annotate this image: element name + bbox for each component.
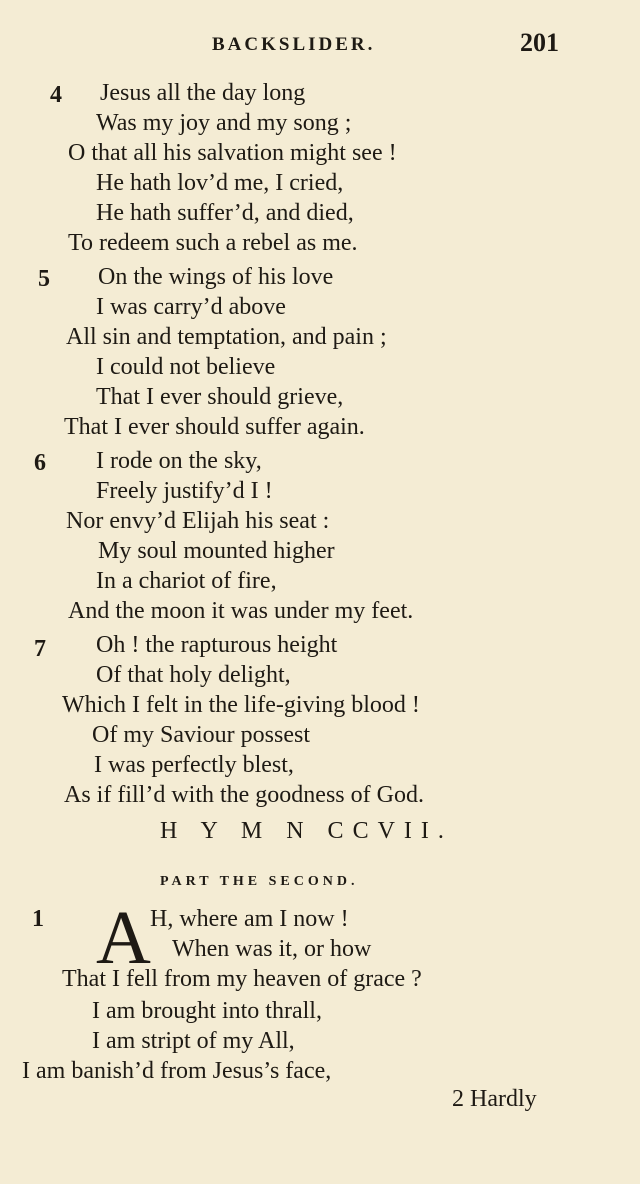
stanza-number: 7 xyxy=(34,636,46,662)
verse-line: In a chariot of fire, xyxy=(96,568,277,594)
verse-line: When was it, or how xyxy=(172,936,372,962)
page-number: 201 xyxy=(520,28,559,57)
verse-line: I was perfectly blest, xyxy=(94,752,294,778)
stanza-number: 1 xyxy=(32,906,44,932)
verse-line: Jesus all the day long xyxy=(100,80,306,106)
verse-line: I was carry’d above xyxy=(96,294,286,320)
verse-line: Oh ! the rapturous height xyxy=(96,632,338,658)
verse-line: He hath suffer’d, and died, xyxy=(96,200,354,226)
verse-line: That I fell from my heaven of grace ? xyxy=(62,966,422,992)
verse-line: And the moon it was under my feet. xyxy=(68,598,414,624)
verse-line: That I ever should grieve, xyxy=(96,384,344,410)
verse-line: He hath lov’d me, I cried, xyxy=(96,170,344,196)
verse-line: Was my joy and my song ; xyxy=(96,110,352,136)
verse-line: Nor envy’d Elijah his seat : xyxy=(66,508,330,534)
drop-cap: A xyxy=(96,896,151,980)
page-header xyxy=(0,28,640,64)
verse-line: I am brought into thrall, xyxy=(92,998,322,1024)
verse-line: I rode on the sky, xyxy=(96,448,262,474)
verse-line: Of that holy delight, xyxy=(96,662,291,688)
verse-line: To redeem such a rebel as me. xyxy=(68,230,358,256)
hymn-title: H Y M N CCVII. xyxy=(160,818,453,844)
verse-line: That I ever should suffer again. xyxy=(64,414,365,440)
verse-line: All sin and temptation, and pain ; xyxy=(66,324,387,350)
verse-line: Of my Saviour possest xyxy=(92,722,310,748)
catchword: 2 Hardly xyxy=(452,1086,537,1112)
verse-line: Which I felt in the life-giving blood ! xyxy=(62,692,420,718)
verse-line: O that all his salvation might see ! xyxy=(68,140,397,166)
stanza-number: 4 xyxy=(50,82,62,108)
running-head: BACKSLIDER. xyxy=(212,34,376,55)
stanza-number: 5 xyxy=(38,266,50,292)
verse-line: I am banish’d from Jesus’s face, xyxy=(22,1058,332,1084)
verse-line: I am stript of my All, xyxy=(92,1028,295,1054)
part-title: PART THE SECOND. xyxy=(160,874,359,889)
verse-line: H, where am I now ! xyxy=(150,906,349,932)
verse-line: On the wings of his love xyxy=(98,264,334,290)
verse-line: As if fill’d with the goodness of God. xyxy=(64,782,424,808)
verse-line: I could not believe xyxy=(96,354,276,380)
stanza-number: 6 xyxy=(34,450,46,476)
verse-line: My soul mounted higher xyxy=(98,538,335,564)
verse-line: Freely justify’d I ! xyxy=(96,478,273,504)
